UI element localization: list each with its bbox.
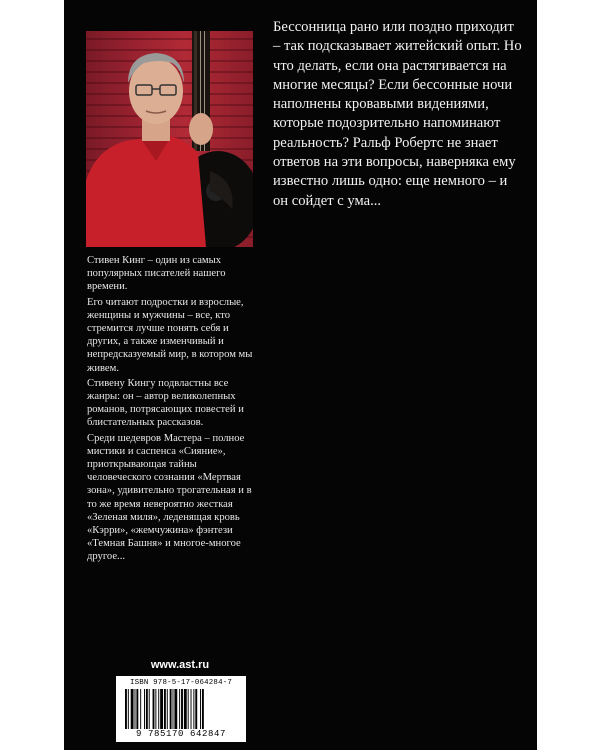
barcode-icon [125, 689, 237, 729]
bio-paragraph: Стивен Кинг – один из самых популярных писателей нашего времени. [87, 255, 226, 293]
bio-paragraph: Среди шедевров Мастера – полное мистики и саспенса «Сияние», приоткрывающая тайны человеческого сознания «Мертвая зона», удивительно трогательная и в то же время невероятно жесткая «Зеленая миля», леденящая кровь «Кэрри», «жемчужина» фэнтези «Темная Башня» и многое-многое другое... [87, 432, 252, 563]
bio-paragraph: Его читают подростки и взрослые, женщины и мужчины – все, кто стремится лучше понять себя и других, а также изменчивый и непредсказуемый мир, в котором мы живем. [87, 296, 253, 374]
barcode-panel [116, 676, 246, 742]
author-photo [86, 31, 253, 247]
author-biography [87, 254, 255, 566]
author-with-guitar-illustration [86, 31, 253, 247]
isbn-number: ISBN 978-5-17-064284-7 [130, 679, 232, 687]
barcode-digits: 9 785170 642847 [135, 729, 226, 739]
bio-paragraph: Стивену Кингу подвластны все жанры: он – автор великолепных романов, потрясающих повестей и блистательных рассказов. [87, 377, 244, 429]
book-blurb: Бессонница рано или поздно приходит – так подсказывает житейский опыт. Но что делать, если она растягивается на многие месяцы? Если бессонные ночи наполнены кровавыми видениями, которые подозрительно напоминают реальность? Ральф Робертс не знает ответов на эти вопросы, наверняка ему известно лишь одно: еще немного – и он сойдет с ума... [273, 19, 522, 209]
book-back-cover [64, 0, 537, 750]
publisher-url[interactable]: www.ast.ru [150, 659, 210, 671]
